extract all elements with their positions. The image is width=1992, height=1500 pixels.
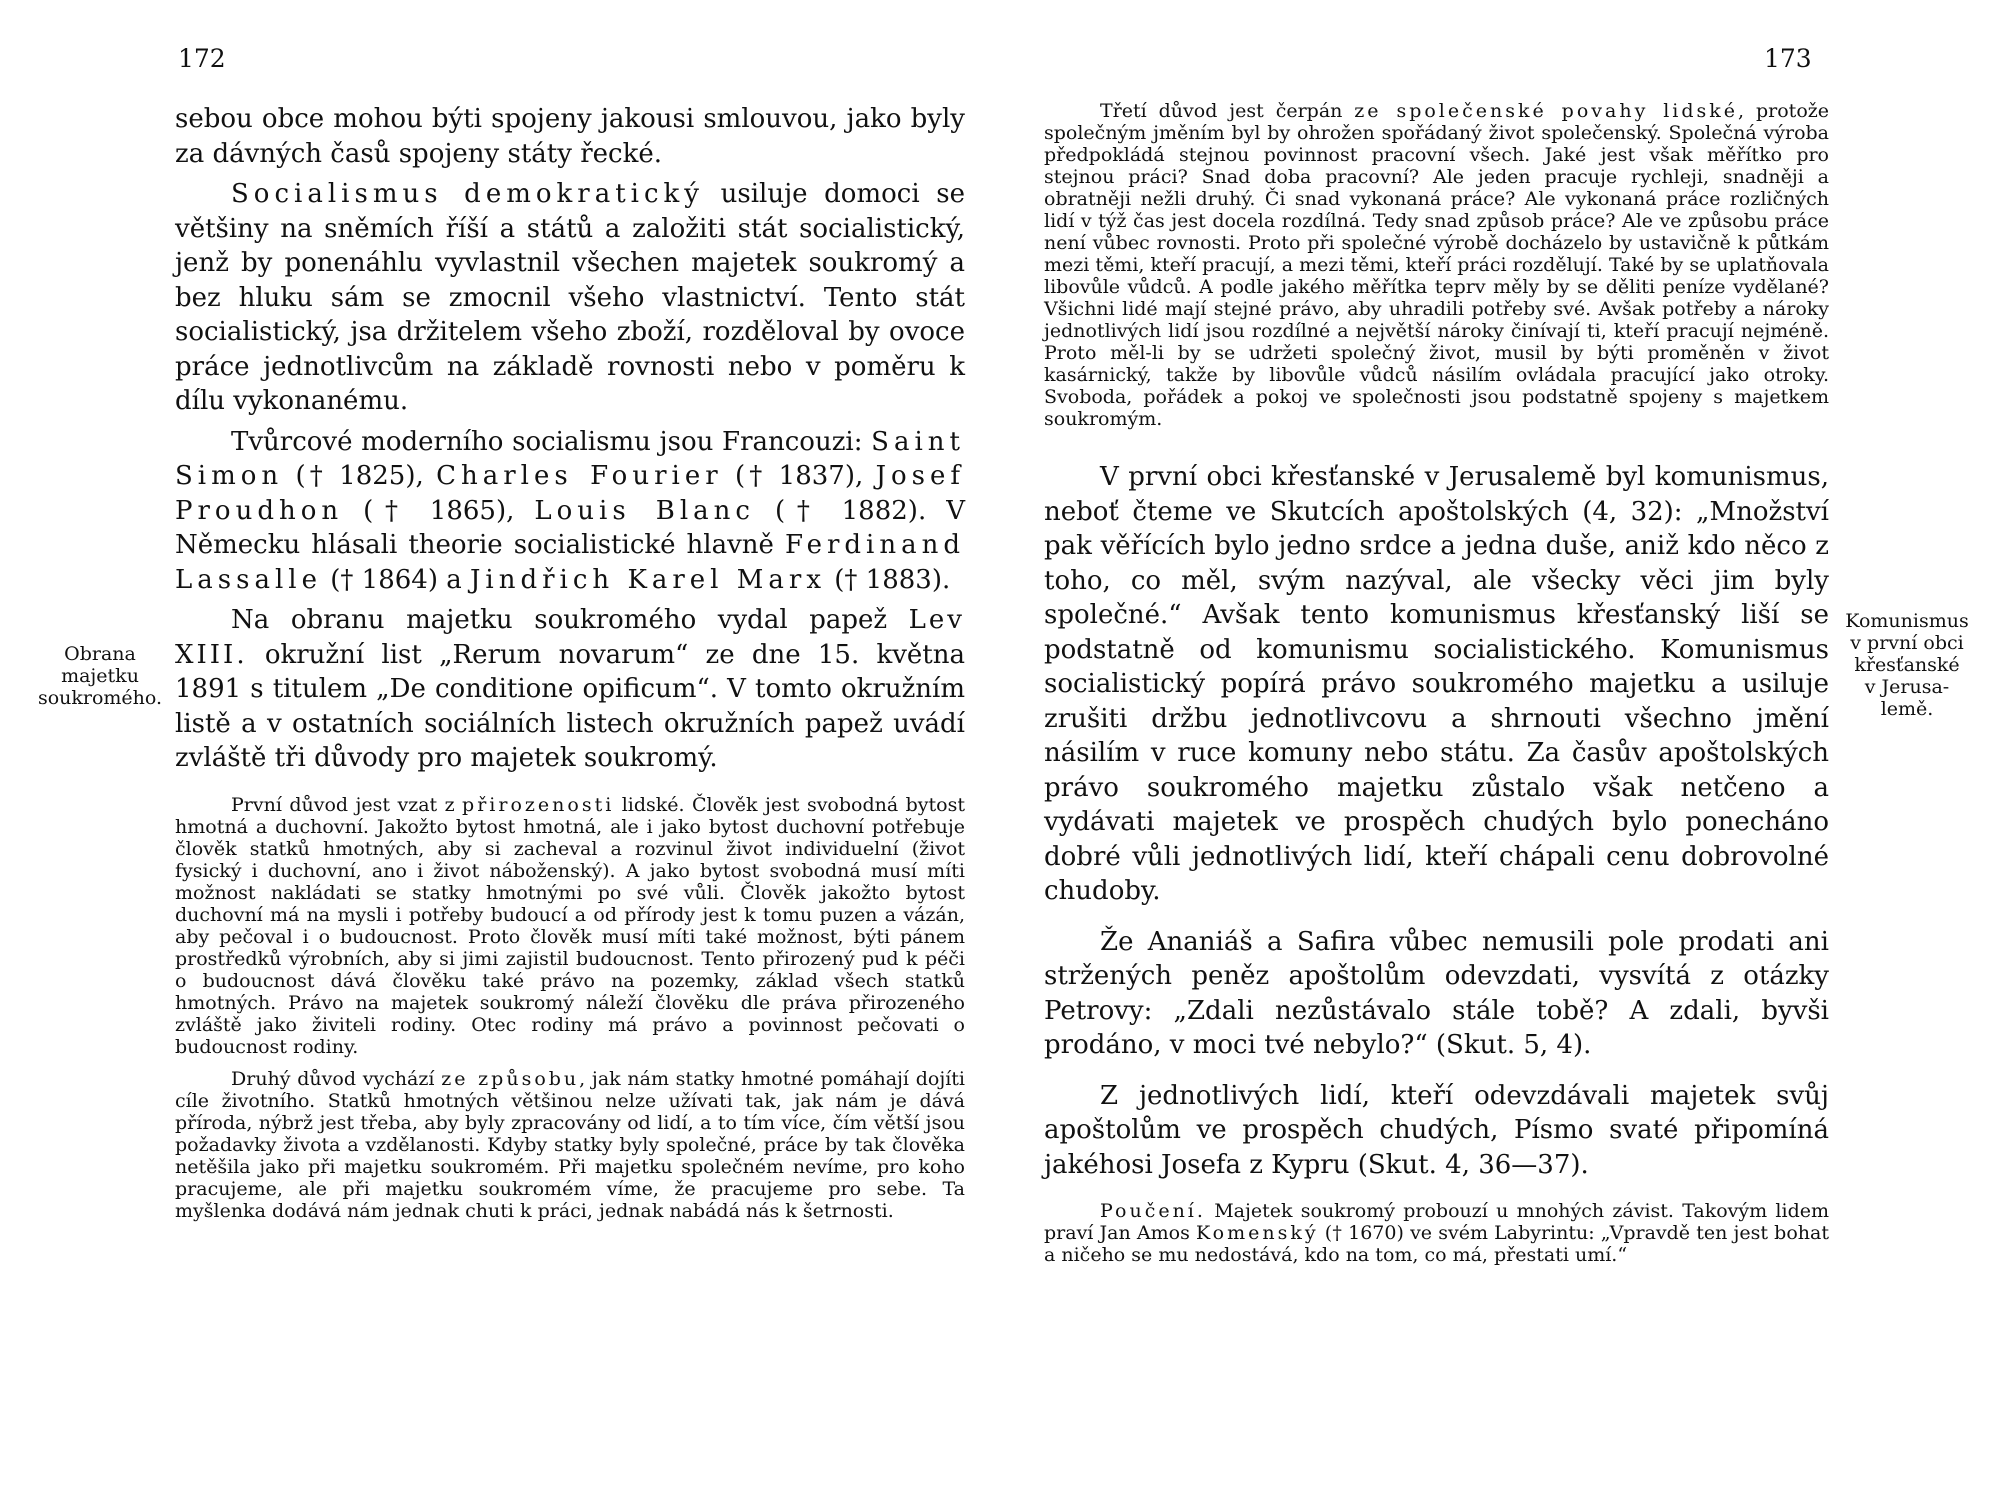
text: († 1883).	[825, 564, 951, 595]
spaced-term: přirozenosti	[462, 793, 615, 816]
text: Na obranu majetku soukromého vydal papež	[231, 605, 909, 635]
margin-note-line: soukromého.	[37, 687, 163, 709]
margin-note-line: lemě.	[1880, 698, 1934, 720]
paragraph	[175, 603, 965, 776]
paragraph	[175, 177, 965, 419]
text: Druhý důvod vychází	[231, 1067, 442, 1090]
left-page-number: 172	[178, 44, 226, 73]
paragraph: Z jednotlivých lidí, kteří odevzdávali majetek svůj apoštolům ve prospěch chudých, Písmo svaté připomíná jakéhosi Josefa z Kypru (Skut. 4, 36—37).	[1044, 1080, 1829, 1180]
margin-note-line: Obrana	[64, 643, 136, 665]
margin-note-line: v první obci	[1850, 632, 1964, 654]
small-paragraph	[1044, 1200, 1829, 1266]
text: († 1670) ve svém Labyrintu: „Vpravdě ten jest bohat a ničeho se mu nedostává, kdo na tom, co má, přestati umí.“	[1044, 1222, 1829, 1266]
paragraph	[175, 425, 965, 598]
paragraph: Že Ananiáš a Safira vůbec nemusili pole prodati ani stržených peněz apoštolům odevzdati, vysvítá z otázky Petrovy: „Zdali nezůstávalo stále tobě? A zdali, byvši prodáno, v moci tvé nebylo?“ (Skut. 5, 4).	[1044, 926, 1829, 1060]
spaced-name: Louis Blanc	[534, 495, 755, 526]
text: Tvůrcové moderního socialismu jsou Francouzi:	[231, 426, 872, 457]
left-margin-note	[30, 643, 170, 709]
paragraph: V první obci křesťanské v Jerusalemě byl komunismus, neboť čteme ve Skutcích apoštolských (4, 32): „Množství pak věřících bylo jedno srdce a jedna duše, aniž kdo něco z toho, co měl, svým nazýval, ale všecky věci jim byly společné.“ Avšak tento komunismus křesťanský liší se podstatně od komunismu socialistického. Komunismus socialistický popírá právo soukromého majetku a usiluje zrušiti držbu jednotlivcovu a shrnouti všechno jmění násilím v ruce komuny nebo státu. Za časův apoštolských právo soukromého majetku zůstalo však netčeno a vydávati majetek ve prospěch chudých bylo ponecháno dobré vůli jednotlivých lidí, kteří chápali cenu dobrovolné chudoby.	[1044, 462, 1829, 906]
spaced-name: Saint Simon	[175, 426, 965, 491]
text: okružní list „Rerum novarum“ ze dne 15. května 1891 s titulem „De conditione opificum“. V tomto okružním listě a v ostatních sociálních listech okružních papež uvádí zvláště tři důvody pro majetek soukromý.	[175, 639, 965, 773]
spaced-name: Charles Fourier	[436, 461, 723, 491]
spaced-term: ze způsobu	[441, 1067, 580, 1090]
text: , protože společným jměním byl by ohrožen spořádaný život společenský. Společná výroba předpokládá stejnou povinnost pracovní všech. Jaké jest však měřítko pro stejnou práci? Snad doba pracovní? Ale jeden pracuje rychleji, snadněji a obratněji nežli druhý. Či snad vykonaná práce? Ale vykonaná práce rozličných lidí v týž čas jest docela rozdílná. Tedy snad způsob práce? Ale ve způsobu práce není vůbec rovnosti. Proto při společné výrobě docházelo by ustavičně k půtkám mezi těmi, kteří pracují, a mezi těmi, kteří práci rozdělují. Také by se uplatňovala libovůle vůdců. A podle jakého měřítka teprv měly by se děliti peníze vydělané? Všichni lidé mají stejné právo, aby uhradili potřeby své. Avšak potřeby a nároky jednotlivých lidí jsou rozdílné a největší nároky činívají ti, kteří pracují nejméně. Proto měl-li by se udržeti společný život, musil by býti proměněn v život kasárnický, takže by libovůle vůdců násilím ovládala pracující jako otroky. Svoboda, pořádek a pokoj ve společnosti jsou podstatně spojeny s majetkem soukromým.	[1044, 100, 1830, 430]
right-page-number: 173	[1764, 44, 1812, 73]
text: Majetek soukromý probouzí u mnohých závist. Takovým lidem praví Jan Amos	[1044, 1200, 1829, 1244]
text: usiluje domoci se většiny na sněmích říší a států a založiti stát socialistický, jenž by ponenáhlu vyvlastnil všechen majetek soukromý a bez hluku sám se zmocnil všeho vlastnictví. Tento stát socialistický, jsa držitelem všeho zboží, rozděloval by ovoce práce jednotlivcům na základě rovnosti nebo v poměru k dílu vykonanému.	[175, 179, 965, 416]
right-margin-note	[1832, 610, 1982, 720]
spaced-name: Jindřich Karel Marx	[470, 564, 826, 595]
text: († 1882). V Německu hlásali theorie socialistické hlavně	[175, 495, 965, 560]
margin-note-line: v Jerusa-	[1864, 676, 1950, 698]
text: († 1837),	[722, 461, 876, 491]
text: lidské. Člověk jest svobodná bytost hmotná a duchovní. Jakožto bytost hmotná, ale i jako bytost duchovní potřebuje člověk statků hmotných, aby si zacheval a rozvinul život individuelní (život fysický i duchovní, ano i život náboženský). A jako bytost svobodná musí míti možnost nakládati se statky hmotnými po své vůli. Člověk jakožto bytost duchovní má na mysli i potřeby budoucí a od přírody jest k tomu puzen a vázán, aby pečoval i o budoucnost. Proto člověk musí míti také možnost, býti pánem prostředků výrobních, aby si jimi zajistil budoucnost. Tento přirozený pud k péči o budoucnost dává člověku také právo na pozemky, základ všech statků hmotných. Právo na majetek soukromý náleží člověku dle práva přirozeného zvláště jako živiteli rodiny. Otec rodiny má právo a povinnost pečovati o budoucnost rodiny.	[175, 793, 965, 1058]
small-paragraph	[1044, 100, 1829, 430]
spaced-name: Josef Proudhon	[175, 461, 966, 526]
text: († 1865),	[343, 495, 535, 526]
margin-note-line: Komunismus	[1845, 610, 1969, 632]
small-paragraph	[175, 794, 965, 1058]
main-text-block	[1044, 460, 1829, 1182]
text: Třetí důvod jest čerpán	[1100, 100, 1355, 122]
paragraph: sebou obce mohou býti spojeny jakousi smlouvou, jako byly za dávných časů spojeny státy řecké.	[175, 104, 965, 169]
text: († 1864) a	[321, 564, 470, 595]
text: První důvod jest vzat z	[231, 793, 463, 816]
spaced-name: Ferdinand Lassalle	[175, 530, 965, 595]
small-paragraph	[175, 1068, 965, 1222]
spaced-name: Lev XIII.	[175, 605, 965, 670]
right-page-text	[1044, 100, 1829, 1266]
spaced-term: ze společenské povahy lidské	[1354, 100, 1739, 122]
left-page-text	[175, 102, 965, 1222]
margin-note-line: majetku	[61, 665, 139, 687]
margin-note-line: křesťanské	[1854, 654, 1960, 676]
text: († 1825),	[283, 461, 437, 491]
text: , jak nám statky hmotné pomáhají dojíti cíle životního. Statků hmotných většinou nelze užívati tak, jak nám je dává příroda, nýbrž jest třeba, aby byly zpracovány od lidí, a to tím více, čím větší jsou požadavky života a vzdělanosti. Kdyby statky byly společné, práce by tak člověka netěšila jako při majetku soukromém. Při majetku společném nevíme, pro koho pracujeme, ale při majetku soukromém víme, že pracujeme pro sebe. Ta myšlenka dodává nám jednak chuti k práci, jednak nabádá nás k šetrnosti.	[175, 1067, 966, 1222]
spaced-term: Socialismus demokratický	[231, 179, 704, 209]
spaced-term: Poučení.	[1100, 1200, 1206, 1222]
spaced-name: Komenský	[1196, 1222, 1319, 1244]
